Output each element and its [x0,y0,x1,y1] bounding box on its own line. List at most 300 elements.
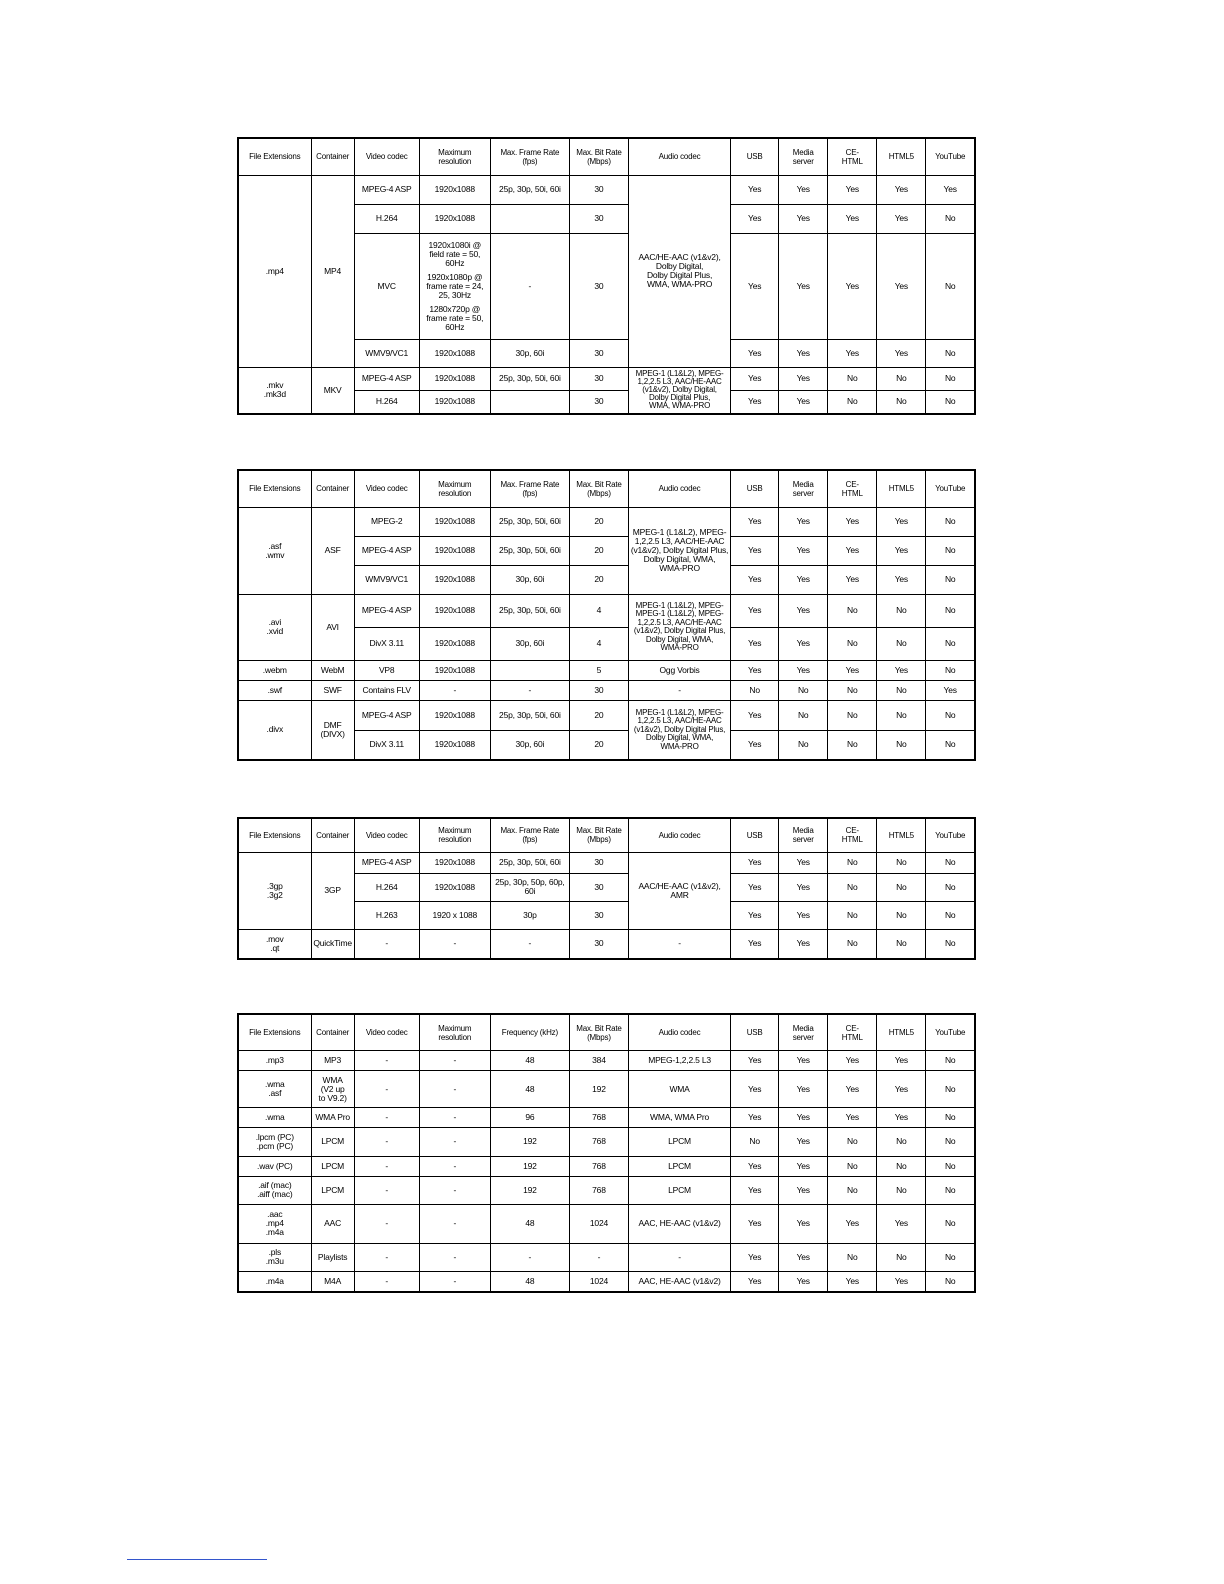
table-row [238,1071,975,1108]
youtube-cell: No [926,1107,975,1127]
container-cell: AVI [311,594,354,660]
youtube-cell: No [926,1176,975,1204]
file-extension-cell: .mp4 [238,175,311,367]
media-server-cell: Yes [779,929,828,959]
container-cell: SWF [311,680,354,700]
html5-cell: Yes [877,1051,926,1071]
html5-cell: Yes [877,175,926,204]
resolution-cell: - [419,1272,490,1292]
resolution-cell: 1920x1088 [419,390,490,414]
usb-cell: Yes [731,852,779,873]
frame-rate-cell: 30p [490,901,569,929]
media-server-cell: Yes [779,233,828,339]
youtube-cell: No [926,1243,975,1271]
ce-html-cell: Yes [828,660,877,680]
usb-cell: Yes [731,1107,779,1127]
resolution-cell: 1920x1088 [419,852,490,873]
usb-cell: Yes [731,730,779,760]
resolution-cell: - [419,1107,490,1127]
audio-codec-cell: - [628,929,730,959]
ce-html-cell: Yes [828,536,877,565]
frequency-cell: 192 [490,1128,569,1156]
header-max-frame-rate: Max. Frame Rate (fps) [490,138,569,175]
container-cell: DMF (DIVX) [311,700,354,760]
footnote-divider [127,1559,267,1560]
video-codec-cell: MPEG-4 ASP [354,367,419,390]
container-cell: MKV [311,367,354,414]
frequency-cell: 48 [490,1071,569,1108]
bit-rate-cell: 768 [569,1156,628,1176]
header-file-extensions: File Extensions [238,1014,311,1051]
header-html5: HTML5 [877,470,926,507]
youtube-cell: No [926,339,975,367]
usb-cell: Yes [731,594,779,627]
resolution-cell: 1920x1088 [419,627,490,660]
video-codec-cell: - [354,1156,419,1176]
ce-html-cell: Yes [828,507,877,536]
video-codec-cell: - [354,1243,419,1271]
video-codec-cell: MPEG-4 ASP [354,536,419,565]
table-row [238,680,975,700]
usb-cell: Yes [731,507,779,536]
video-codec-cell: - [354,1176,419,1204]
ce-html-cell: No [828,390,877,414]
html5-cell: No [877,1243,926,1271]
html5-cell: No [877,1156,926,1176]
youtube-cell: No [926,627,975,660]
resolution-cell: 1920x1088 [419,507,490,536]
header-usb: USB [731,818,779,852]
ce-html-cell: Yes [828,1272,877,1292]
header-youtube: YouTube [926,1014,975,1051]
audio-codec-cell: LPCM [628,1128,730,1156]
file-extension-cell: .wav (PC) [238,1156,311,1176]
header-file-extensions: File Extensions [238,818,311,852]
bit-rate-cell: 1024 [569,1272,628,1292]
bit-rate-cell: 30 [569,852,628,873]
audio-codec-cell: MPEG-1 (L1&L2), MPEG- MPEG-1 (L1&L2), MPEG- 1,2,2.5 L3, AAC/HE-AAC (v1&v2), Dolby Digital Plus, Dolby Digital, WMA, WMA-PRO [628,594,730,660]
header-html5: HTML5 [877,138,926,175]
ce-html-cell: No [828,627,877,660]
ce-html-cell: No [828,901,877,929]
youtube-cell: No [926,565,975,594]
file-extension-cell: .wma .asf [238,1071,311,1108]
usb-cell: Yes [731,1176,779,1204]
frame-rate-cell: 30p, 60i [490,627,569,660]
ce-html-cell: No [828,1176,877,1204]
audio-codec-cell: MPEG-1 (L1&L2), MPEG- 1,2,2.5 L3, AAC/HE-AAC (v1&v2), Dolby Digital Plus, Dolby Digital, WMA, WMA-PRO [628,700,730,760]
youtube-cell: No [926,536,975,565]
table-row [238,1107,975,1127]
media-server-cell: Yes [779,594,828,627]
audio-codec-cell: LPCM [628,1176,730,1204]
usb-cell: Yes [731,700,779,730]
bit-rate-cell: 20 [569,536,628,565]
ce-html-cell: No [828,873,877,901]
media-server-cell: Yes [779,339,828,367]
ce-html-cell: No [828,1243,877,1271]
bit-rate-cell: 30 [569,367,628,390]
table-row [238,852,975,873]
youtube-cell: No [926,594,975,627]
bit-rate-cell: 30 [569,901,628,929]
bit-rate-cell: 20 [569,565,628,594]
frame-rate-cell: 30p, 60i [490,730,569,760]
usb-cell: No [731,680,779,700]
html5-cell: Yes [877,233,926,339]
html5-cell: No [877,929,926,959]
video-codec-cell: - [354,1107,419,1127]
resolution-cell: 1920x1088 [419,700,490,730]
header-video-codec: Video codec [354,818,419,852]
header-usb: USB [731,138,779,175]
video-codec-cell: - [354,1205,419,1244]
container-cell: ASF [311,507,354,594]
header-html5: HTML5 [877,818,926,852]
header-row [238,1014,975,1051]
resolution-cell: 1920x1088 [419,204,490,233]
ce-html-cell: No [828,680,877,700]
media-server-cell: Yes [779,536,828,565]
youtube-cell: No [926,507,975,536]
resolution-cell: 1920x1088 [419,339,490,367]
table-row [238,1176,975,1204]
ce-html-cell: Yes [828,339,877,367]
video-codec-cell: - [354,1272,419,1292]
header-youtube: YouTube [926,470,975,507]
3gp-quicktime-format-table [237,817,976,960]
ce-html-cell: No [828,700,877,730]
resolution-line: 1280x720p @ frame rate = 50, 60Hz [426,303,484,332]
frame-rate-cell: 30p, 60i [490,565,569,594]
video-codec-cell: MPEG-2 [354,507,419,536]
resolution-cell: - [419,1128,490,1156]
youtube-cell: No [926,1156,975,1176]
frame-rate-cell: 30p, 60i [490,339,569,367]
file-extension-cell: .aac .mp4 .m4a [238,1205,311,1244]
usb-cell: Yes [731,1051,779,1071]
video-codec-cell: - [354,1071,419,1108]
video-codec-cell: H.264 [354,390,419,414]
media-server-cell: Yes [779,1071,828,1108]
bit-rate-cell: 30 [569,680,628,700]
resolution-cell: 1920x1088 [419,730,490,760]
frequency-cell: 48 [490,1272,569,1292]
audio-codec-cell: AAC, HE-AAC (v1&v2) [628,1205,730,1244]
header-max-frame-rate: Max. Frame Rate (fps) [490,818,569,852]
container-cell: 3GP [311,852,354,929]
header-audio-codec: Audio codec [628,818,730,852]
header-file-extensions: File Extensions [238,470,311,507]
frame-rate-cell: - [490,233,569,339]
youtube-cell: No [926,1051,975,1071]
header-ce-html: CE- HTML [828,138,877,175]
usb-cell: Yes [731,627,779,660]
ce-html-cell: Yes [828,1205,877,1244]
video-codec-cell: MPEG-4 ASP [354,175,419,204]
frequency-cell: - [490,1243,569,1271]
frame-rate-cell: 25p, 30p, 50p, 60p, 60i [490,873,569,901]
ce-html-cell: No [828,929,877,959]
media-server-cell: Yes [779,565,828,594]
header-audio-codec: Audio codec [628,470,730,507]
table-row [238,594,975,627]
container-cell: Playlists [311,1243,354,1271]
asf-avi-webm-format-table [237,469,976,761]
bit-rate-cell: 1024 [569,1205,628,1244]
audio-codec-cell: WMA [628,1071,730,1108]
header-max-bit-rate: Max. Bit Rate (Mbps) [569,1014,628,1051]
bit-rate-cell: 5 [569,660,628,680]
frame-rate-cell: 25p, 30p, 50i, 60i [490,700,569,730]
file-extension-cell: .mkv .mk3d [238,367,311,414]
table-row [238,1156,975,1176]
video-codec-cell: DivX 3.11 [354,730,419,760]
usb-cell: Yes [731,660,779,680]
bit-rate-cell: 384 [569,1051,628,1071]
resolution-cell [419,233,490,339]
bit-rate-cell: 30 [569,175,628,204]
media-server-cell: Yes [779,873,828,901]
media-server-cell: Yes [779,1243,828,1271]
header-audio-codec: Audio codec [628,1014,730,1051]
table-row [238,1272,975,1292]
ce-html-cell: Yes [828,565,877,594]
html5-cell: Yes [877,204,926,233]
html5-cell: No [877,730,926,760]
resolution-cell: 1920x1088 [419,175,490,204]
file-extension-cell: .avi .xvid [238,594,311,660]
header-max-resolution: Maximum resolution [419,1014,490,1051]
resolution-cell: 1920x1088 [419,367,490,390]
video-codec-cell: H.264 [354,873,419,901]
ce-html-cell: Yes [828,1071,877,1108]
html5-cell: Yes [877,1071,926,1108]
frame-rate-cell: - [490,680,569,700]
html5-cell: Yes [877,1205,926,1244]
header-row [238,470,975,507]
header-container: Container [311,1014,354,1051]
media-server-cell: Yes [779,204,828,233]
html5-cell: No [877,627,926,660]
media-server-cell: Yes [779,1205,828,1244]
container-cell: MP3 [311,1051,354,1071]
table-row [238,1051,975,1071]
audio-codec-cell: - [628,680,730,700]
html5-cell: No [877,901,926,929]
media-server-cell: Yes [779,1272,828,1292]
resolution-cell: - [419,929,490,959]
bit-rate-cell: 20 [569,730,628,760]
media-server-cell: Yes [779,1176,828,1204]
resolution-cell: - [419,1071,490,1108]
video-codec-cell: Contains FLV [354,680,419,700]
resolution-cell: 1920x1088 [419,594,490,627]
youtube-cell: No [926,852,975,873]
table-row [238,175,975,204]
media-server-cell: Yes [779,390,828,414]
video-codec-cell: H.263 [354,901,419,929]
header-container: Container [311,470,354,507]
table-row [238,700,975,730]
bit-rate-cell: - [569,1243,628,1271]
header-max-bit-rate: Max. Bit Rate (Mbps) [569,818,628,852]
ce-html-cell: No [828,594,877,627]
frequency-cell: 96 [490,1107,569,1127]
usb-cell: Yes [731,1272,779,1292]
usb-cell: Yes [731,1156,779,1176]
audio-codec-cell: MPEG-1 (L1&L2), MPEG- 1,2,2.5 L3, AAC/HE-AAC (v1&v2), Dolby Digital Plus, Dolby Digital, WMA, WMA-PRO [628,507,730,594]
header-file-extensions: File Extensions [238,138,311,175]
resolution-cell: - [419,1176,490,1204]
header-youtube: YouTube [926,138,975,175]
youtube-cell: No [926,730,975,760]
media-server-cell: Yes [779,852,828,873]
audio-codec-cell: AAC/HE-AAC (v1&v2), Dolby Digital, Dolby Digital Plus, WMA, WMA-PRO [628,175,730,367]
table-row [238,507,975,536]
youtube-cell: No [926,204,975,233]
container-cell: M4A [311,1272,354,1292]
youtube-cell: No [926,873,975,901]
header-media-server: Media server [779,138,828,175]
youtube-cell: No [926,1128,975,1156]
bit-rate-cell: 4 [569,627,628,660]
youtube-cell: Yes [926,175,975,204]
usb-cell: Yes [731,565,779,594]
file-extension-cell: .divx [238,700,311,760]
html5-cell: No [877,1128,926,1156]
youtube-cell: No [926,901,975,929]
ce-html-cell: No [828,1156,877,1176]
bit-rate-cell: 30 [569,390,628,414]
bit-rate-cell: 30 [569,873,628,901]
resolution-cell: - [419,1156,490,1176]
html5-cell: No [877,680,926,700]
file-extension-cell: .asf .wmv [238,507,311,594]
youtube-cell: No [926,700,975,730]
youtube-cell: No [926,1205,975,1244]
html5-cell: No [877,390,926,414]
header-max-bit-rate: Max. Bit Rate (Mbps) [569,138,628,175]
media-server-cell: No [779,680,828,700]
ce-html-cell: Yes [828,233,877,339]
audio-codec-cell: LPCM [628,1156,730,1176]
usb-cell: Yes [731,204,779,233]
file-extension-cell: .wma [238,1107,311,1127]
media-server-cell: Yes [779,1107,828,1127]
header-html5: HTML5 [877,1014,926,1051]
media-server-cell: No [779,730,828,760]
table-row [238,1205,975,1244]
video-codec-cell: MPEG-4 ASP [354,594,419,627]
container-cell: LPCM [311,1156,354,1176]
ce-html-cell: No [828,1128,877,1156]
html5-cell: No [877,594,926,627]
header-ce-html: CE- HTML [828,470,877,507]
video-codec-cell: MPEG-4 ASP [354,700,419,730]
video-codec-cell: WMV9/VC1 [354,565,419,594]
usb-cell: No [731,1128,779,1156]
file-extension-cell: .m4a [238,1272,311,1292]
header-max-resolution: Maximum resolution [419,138,490,175]
header-max-resolution: Maximum resolution [419,470,490,507]
container-cell: LPCM [311,1176,354,1204]
frame-rate-cell [490,390,569,414]
video-codec-cell: H.264 [354,204,419,233]
frame-rate-cell: 25p, 30p, 50i, 60i [490,507,569,536]
container-cell: LPCM [311,1128,354,1156]
usb-cell: Yes [731,929,779,959]
resolution-cell: 1920x1088 [419,565,490,594]
video-codec-cell: - [354,1051,419,1071]
media-server-cell: Yes [779,1156,828,1176]
resolution-line: 1920x1080p @ frame rate = 24, 25, 30Hz [426,271,484,300]
container-cell: WebM [311,660,354,680]
header-video-codec: Video codec [354,470,419,507]
resolution-cell: - [419,1243,490,1271]
frequency-cell: 48 [490,1205,569,1244]
usb-cell: Yes [731,873,779,901]
bit-rate-cell: 192 [569,1071,628,1108]
html5-cell: Yes [877,1107,926,1127]
audio-format-table [237,1013,976,1293]
header-ce-html: CE- HTML [828,818,877,852]
frame-rate-cell: 25p, 30p, 50i, 60i [490,536,569,565]
media-server-cell: Yes [779,627,828,660]
usb-cell: Yes [731,233,779,339]
youtube-cell: No [926,929,975,959]
html5-cell: No [877,700,926,730]
audio-codec-cell: - [628,1243,730,1271]
table-row [238,1243,975,1271]
html5-cell: No [877,873,926,901]
bit-rate-cell: 20 [569,700,628,730]
header-media-server: Media server [779,818,828,852]
audio-codec-cell: WMA, WMA Pro [628,1107,730,1127]
header-max-bit-rate: Max. Bit Rate (Mbps) [569,470,628,507]
youtube-cell: No [926,233,975,339]
file-extension-cell: .mp3 [238,1051,311,1071]
header-container: Container [311,818,354,852]
bit-rate-cell: 30 [569,204,628,233]
header-max-frame-rate: Max. Frame Rate (fps) [490,470,569,507]
html5-cell: Yes [877,339,926,367]
header-youtube: YouTube [926,818,975,852]
html5-cell: Yes [877,660,926,680]
frame-rate-cell: 25p, 30p, 50i, 60i [490,852,569,873]
frame-rate-cell: 25p, 30p, 50i, 60i [490,594,569,627]
ce-html-cell: No [828,730,877,760]
bit-rate-cell: 30 [569,339,628,367]
youtube-cell: No [926,1272,975,1292]
header-media-server: Media server [779,470,828,507]
resolution-cell: - [419,1051,490,1071]
usb-cell: Yes [731,367,779,390]
resolution-cell: - [419,680,490,700]
mp4-mkv-format-table [237,137,976,415]
usb-cell: Yes [731,901,779,929]
frame-rate-cell: 25p, 30p, 50i, 60i [490,175,569,204]
ce-html-cell: Yes [828,1051,877,1071]
file-extension-cell: .3gp .3g2 [238,852,311,929]
bit-rate-cell: 30 [569,233,628,339]
audio-codec-cell: AAC/HE-AAC (v1&v2), AMR [628,852,730,929]
ce-html-cell: Yes [828,204,877,233]
html5-cell: Yes [877,536,926,565]
resolution-cell: 1920x1088 [419,873,490,901]
html5-cell: No [877,852,926,873]
bit-rate-cell: 20 [569,507,628,536]
